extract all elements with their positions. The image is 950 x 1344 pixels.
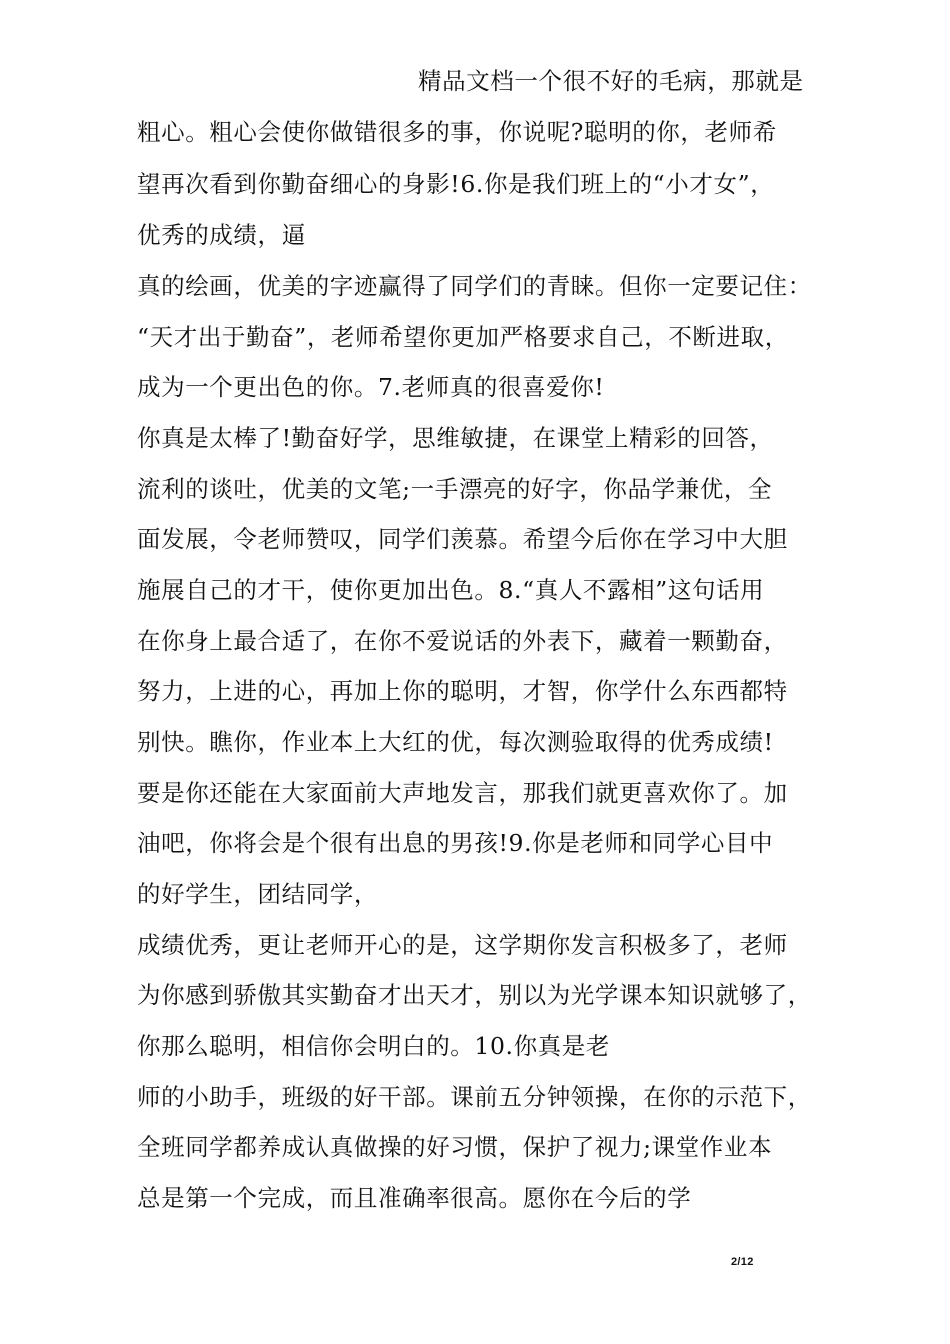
text-line: 别快。瞧你，作业本上大红的优，每次测验取得的优秀成绩! xyxy=(137,728,774,756)
text-line: 油吧，你将会是个很有出息的男孩!9.你是老师和同学心目中 xyxy=(137,829,774,857)
text-line: 面发展，令老师赞叹，同学们羡慕。希望今后你在学习中大胆 xyxy=(137,525,788,553)
text-line: “天才出于勤奋”，老师希望你更加严格要求自己，不断进取， xyxy=(137,323,789,351)
text-line: 师的小助手，班级的好干部。课前五分钟领操，在你的示范下， xyxy=(137,1083,812,1111)
text-line: 施展自己的才干，使你更加出色。8.“真人不露相”这句话用 xyxy=(137,576,765,604)
text-line: 成绩优秀，更让老师开心的是，这学期你发言积极多了，老师 xyxy=(137,931,788,959)
text-line: 望再次看到你勤奋细心的身影!6.你是我们班上的“小才女”， xyxy=(137,170,775,198)
text-line: 为你感到骄傲其实勤奋才出天才，别以为光学课本知识就够了， xyxy=(137,981,812,1009)
text-line: 粗心。粗心会使你做错很多的事，你说呢?聪明的你，老师希 xyxy=(137,118,777,146)
text-line: 精品文档一个很不好的毛病，那就是 xyxy=(418,67,804,95)
text-line: 你真是太棒了!勤奋好学，思维敏捷，在课堂上精彩的回答， xyxy=(137,424,774,452)
text-line: 努力，上进的心，再加上你的聪明，才智，你学什么东西都特 xyxy=(137,677,788,705)
text-line: 优秀的成绩，逼 xyxy=(137,221,306,249)
text-line: 成为一个更出色的你。7.老师真的很喜爱你! xyxy=(137,373,605,401)
page-number: 2/12 xyxy=(731,1256,754,1268)
text-line: 在你身上最合适了，在你不爱说话的外表下，藏着一颗勤奋， xyxy=(137,627,788,655)
text-line: 你那么聪明，相信你会明白的。10.你真是老 xyxy=(137,1032,610,1060)
text-line: 总是第一个完成，而且准确率很高。愿你在今后的学 xyxy=(137,1184,692,1212)
text-line: 全班同学都养成认真做操的好习惯，保护了视力;课堂作业本 xyxy=(137,1133,773,1161)
text-line: 要是你还能在大家面前大声地发言，那我们就更喜欢你了。加 xyxy=(137,779,788,807)
text-line: 的好学生，团结同学， xyxy=(137,880,378,908)
text-line: 流利的谈吐，优美的文笔;一手漂亮的好字，你品学兼优，全 xyxy=(137,475,773,503)
text-line: 真的绘画，优美的字迹赢得了同学们的青睐。但你一定要记住： xyxy=(137,272,812,300)
